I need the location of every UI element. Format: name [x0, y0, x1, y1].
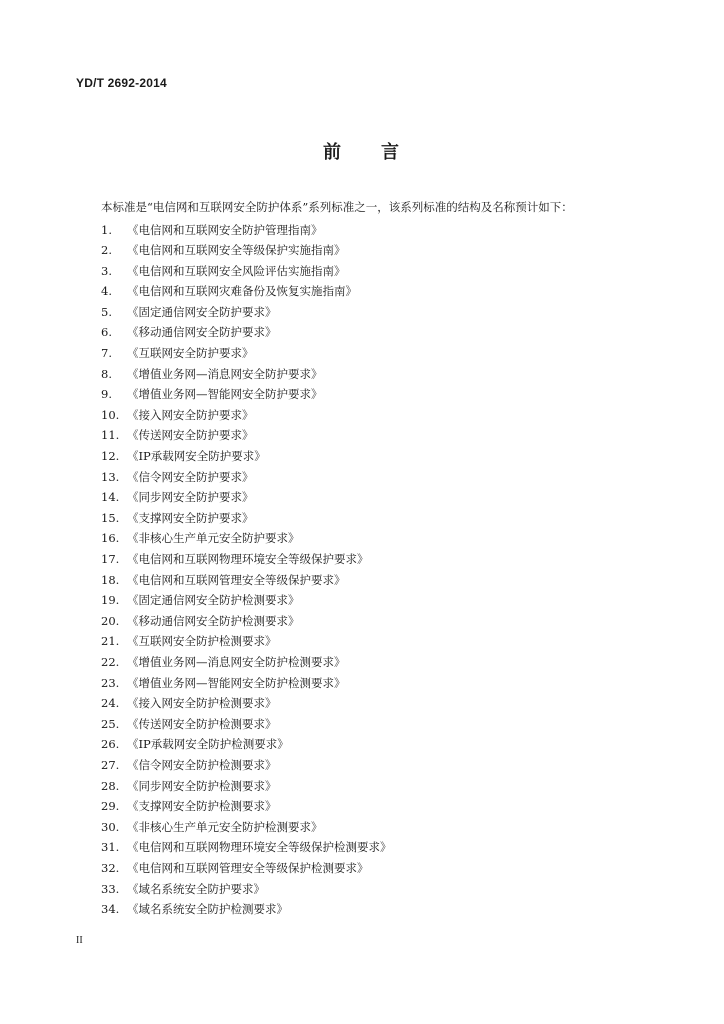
list-item: [101, 631, 392, 652]
list-item-title: 《电信网和互联网灾难备份及恢复实施指南》: [127, 284, 357, 299]
list-item-number: 7.: [101, 346, 112, 361]
list-item: [101, 302, 392, 323]
list-item: [101, 508, 392, 529]
list-item-number: 24.: [101, 696, 120, 711]
list-item-title: 《非核心生产单元安全防护要求》: [127, 531, 300, 546]
list-item-title: 《电信网和互联网管理安全等级保护检测要求》: [127, 860, 369, 875]
list-item: [101, 281, 392, 302]
list-item-number: 3.: [101, 263, 112, 278]
document-code: YD/T 2692-2014: [76, 76, 167, 90]
list-item-title: 《增值业务网—智能网安全防护要求》: [127, 387, 323, 402]
list-item-title: 《支撑网安全防护检测要求》: [127, 799, 277, 814]
list-item-title: 《电信网和互联网物理环境安全等级保护要求》: [127, 552, 369, 566]
list-item-title: 《固定通信网安全防护检测要求》: [127, 593, 300, 608]
list-item-number: 25.: [101, 716, 120, 731]
list-item-number: 27.: [101, 757, 120, 772]
list-item-number: 21.: [101, 634, 120, 649]
list-item: [101, 611, 392, 632]
list-item-number: 22.: [101, 654, 120, 669]
list-item-number: 32.: [101, 860, 120, 875]
list-item: [101, 343, 392, 364]
list-item: [101, 899, 392, 920]
list-item: [101, 220, 392, 241]
list-item-title: 《增值业务网—消息网安全防护要求》: [127, 366, 323, 381]
list-item-title: 《传送网安全防护检测要求》: [127, 716, 277, 731]
list-item: [101, 714, 392, 735]
list-item-title: 《传送网安全防护要求》: [127, 428, 254, 443]
list-item-number: 17.: [101, 552, 120, 566]
list-item: [101, 734, 392, 755]
list-item-number: 31.: [101, 840, 120, 855]
list-item: [101, 384, 392, 405]
list-item-number: 23.: [101, 675, 120, 690]
list-item-title: 《增值业务网—智能网安全防护检测要求》: [127, 675, 346, 690]
list-item-number: 5.: [101, 304, 112, 319]
list-item-title: 《互联网安全防护要求》: [127, 346, 254, 361]
list-item-number: 12.: [101, 449, 120, 464]
list-item: [101, 487, 392, 508]
list-item-number: 34.: [101, 902, 120, 917]
list-item: [101, 405, 392, 426]
page-number: II: [76, 935, 83, 946]
list-item-title: 《域名系统安全防护检测要求》: [127, 902, 288, 917]
intro-paragraph: 本标准是“电信网和互联网安全防护体系”系列标准之一，该系列标准的结构及名称预计如下：: [101, 200, 573, 214]
list-item-title: 《域名系统安全防护要求》: [127, 881, 265, 896]
list-item-title: 《互联网安全防护检测要求》: [127, 634, 277, 649]
list-item: [101, 837, 392, 858]
standards-list: [101, 220, 392, 920]
list-item-number: 9.: [101, 387, 112, 402]
list-item-number: 14.: [101, 490, 120, 505]
list-item-number: 8.: [101, 366, 112, 381]
list-item-number: 1.: [101, 222, 112, 237]
list-item-number: 10.: [101, 407, 120, 422]
list-item: [101, 652, 392, 673]
list-item-number: 28.: [101, 778, 120, 793]
list-item-title: 《移动通信网安全防护检测要求》: [127, 613, 300, 628]
list-item: [101, 570, 392, 591]
list-item-title: 《同步网安全防护要求》: [127, 490, 254, 505]
list-item: [101, 425, 392, 446]
list-item-number: 4.: [101, 284, 112, 299]
list-item-title: 《非核心生产单元安全防护检测要求》: [127, 819, 323, 834]
list-item-number: 33.: [101, 881, 120, 896]
list-item-title: 《支撑网安全防护要求》: [127, 510, 254, 525]
list-item-number: 18.: [101, 572, 120, 587]
list-item: [101, 364, 392, 385]
list-item-title: 《信令网安全防护要求》: [127, 469, 254, 484]
list-item-title: 《信令网安全防护检测要求》: [127, 757, 277, 772]
list-item-number: 16.: [101, 531, 120, 546]
list-item: [101, 879, 392, 900]
list-item-number: 6.: [101, 325, 112, 340]
title-char-2: 言: [381, 142, 401, 163]
page-title: [0, 138, 724, 164]
list-item: [101, 755, 392, 776]
list-item-title: 《接入网安全防护检测要求》: [127, 696, 277, 711]
list-item-title: 《IP承载网安全防护要求》: [127, 449, 266, 464]
list-item: [101, 776, 392, 797]
list-item-number: 19.: [101, 593, 120, 608]
list-item: [101, 673, 392, 694]
list-item-title: 《IP承载网安全防护检测要求》: [127, 737, 289, 752]
list-item-title: 《电信网和互联网物理环境安全等级保护检测要求》: [127, 840, 392, 855]
list-item: [101, 446, 392, 467]
list-item-number: 20.: [101, 613, 120, 628]
list-item-title: 《移动通信网安全防护要求》: [127, 325, 277, 340]
list-item-number: 29.: [101, 799, 120, 814]
list-item: [101, 590, 392, 611]
list-item-title: 《增值业务网—消息网安全防护检测要求》: [127, 654, 346, 669]
list-item-title: 《电信网和互联网管理安全等级保护要求》: [127, 572, 346, 587]
list-item-number: 26.: [101, 737, 120, 752]
list-item-title: 《同步网安全防护检测要求》: [127, 778, 277, 793]
list-item-title: 《电信网和互联网安全等级保护实施指南》: [127, 243, 346, 258]
list-item-number: 11.: [101, 428, 120, 443]
list-item-title: 《固定通信网安全防护要求》: [127, 304, 277, 319]
list-item: [101, 322, 392, 343]
list-item: [101, 796, 392, 817]
list-item: [101, 240, 392, 261]
list-item-title: 《电信网和互联网安全风险评估实施指南》: [127, 263, 346, 278]
list-item-number: 30.: [101, 819, 120, 834]
list-item: [101, 467, 392, 488]
list-item-number: 13.: [101, 469, 120, 484]
list-item-title: 《接入网安全防护要求》: [127, 407, 254, 422]
title-char-1: 前: [323, 142, 343, 163]
list-item: [101, 549, 392, 570]
list-item: [101, 261, 392, 282]
list-item: [101, 693, 392, 714]
list-item: [101, 528, 392, 549]
list-item: [101, 817, 392, 838]
list-item: [101, 858, 392, 879]
list-item-title: 《电信网和互联网安全防护管理指南》: [127, 222, 323, 237]
list-item-number: 2.: [101, 243, 112, 258]
list-item-number: 15.: [101, 510, 120, 525]
